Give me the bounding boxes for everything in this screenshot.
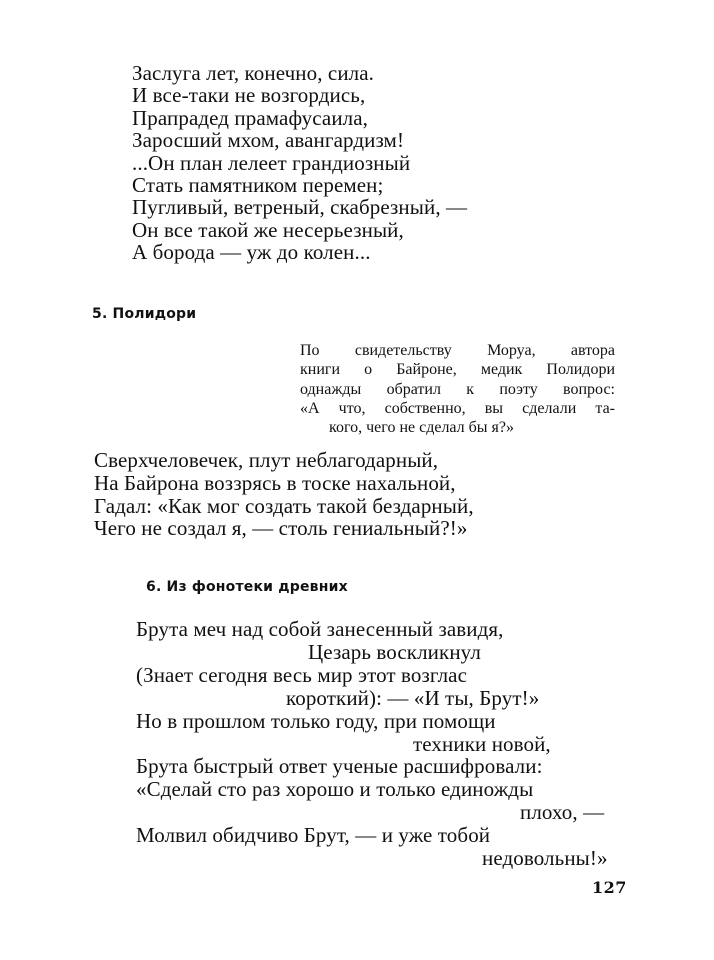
poem-stanza-polidori (94, 449, 474, 540)
poem-line: Он все такой же несерьезный, (132, 217, 404, 242)
poem-line: Пугливый, ветреный, скабрезный, — (132, 195, 468, 220)
section-heading-polidori: 5. Полидори (92, 306, 197, 322)
poem-line: Но в прошлом только году, при помощи (136, 708, 496, 733)
poem-line: Сверхчеловечек, плут неблагодарный, (94, 448, 439, 472)
section-heading-phonotheque: 6. Из фонотеки древних (146, 579, 348, 595)
epigraph-line: «А что, собственно, вы сделали та- (300, 399, 615, 417)
poem-line: (Знает сегодня весь мир этот возглас (136, 662, 467, 687)
poem-line: Молвил обидчиво Брут, — и уже тобой (136, 823, 491, 848)
poem-line: короткий): — «И ты, Брут!» (286, 685, 540, 710)
poem-line: А борода — уж до колен... (132, 240, 371, 265)
poem-line: И все-таки не возгордись, (132, 83, 366, 108)
poem-line: На Байрона воззрясь в тоске нахальной, (94, 470, 456, 495)
poem-line: Прапрадед прамафусаила, (132, 105, 369, 130)
poem-line: «Сделай сто раз хорошо и только единожды (136, 777, 534, 802)
epigraph-line: книги о Байроне, медик Полидори (300, 361, 615, 379)
poem-line: Брута быстрый ответ ученые расшифровали: (136, 754, 543, 779)
poem-line: Заросший мхом, авангардизм! (132, 128, 405, 153)
poem-stanza-phonotheque (136, 618, 616, 870)
poem-line: плохо, — (520, 800, 605, 825)
epigraph-polidori (300, 341, 615, 437)
poem-line: Стать памятником перемен; (132, 173, 384, 198)
poem-line: Гадал: «Как мог создать такой бездарный, (94, 493, 474, 518)
epigraph-line: По свидетельству Моруа, автора (300, 342, 615, 359)
poem-line: ...Он план лелеет грандиозный (132, 150, 411, 175)
poem-stanza-top (132, 62, 467, 264)
poem-line: техники новой, (413, 731, 551, 756)
epigraph-line: однажды обратил к поэту вопрос: (300, 380, 615, 398)
poem-line: недовольны!» (482, 846, 608, 871)
poem-line: Брута меч над собой занесенный завидя, (136, 617, 504, 641)
poem-line: Чего не создал я, — столь гениальный?!» (94, 516, 468, 541)
page-number: 127 (592, 878, 627, 897)
poem-line: Заслуга лет, конечно, сила. (132, 61, 375, 85)
epigraph-line: кого, чего не сделал бы я?» (329, 419, 515, 437)
poem-line: Цезарь воскликнул (308, 639, 481, 664)
